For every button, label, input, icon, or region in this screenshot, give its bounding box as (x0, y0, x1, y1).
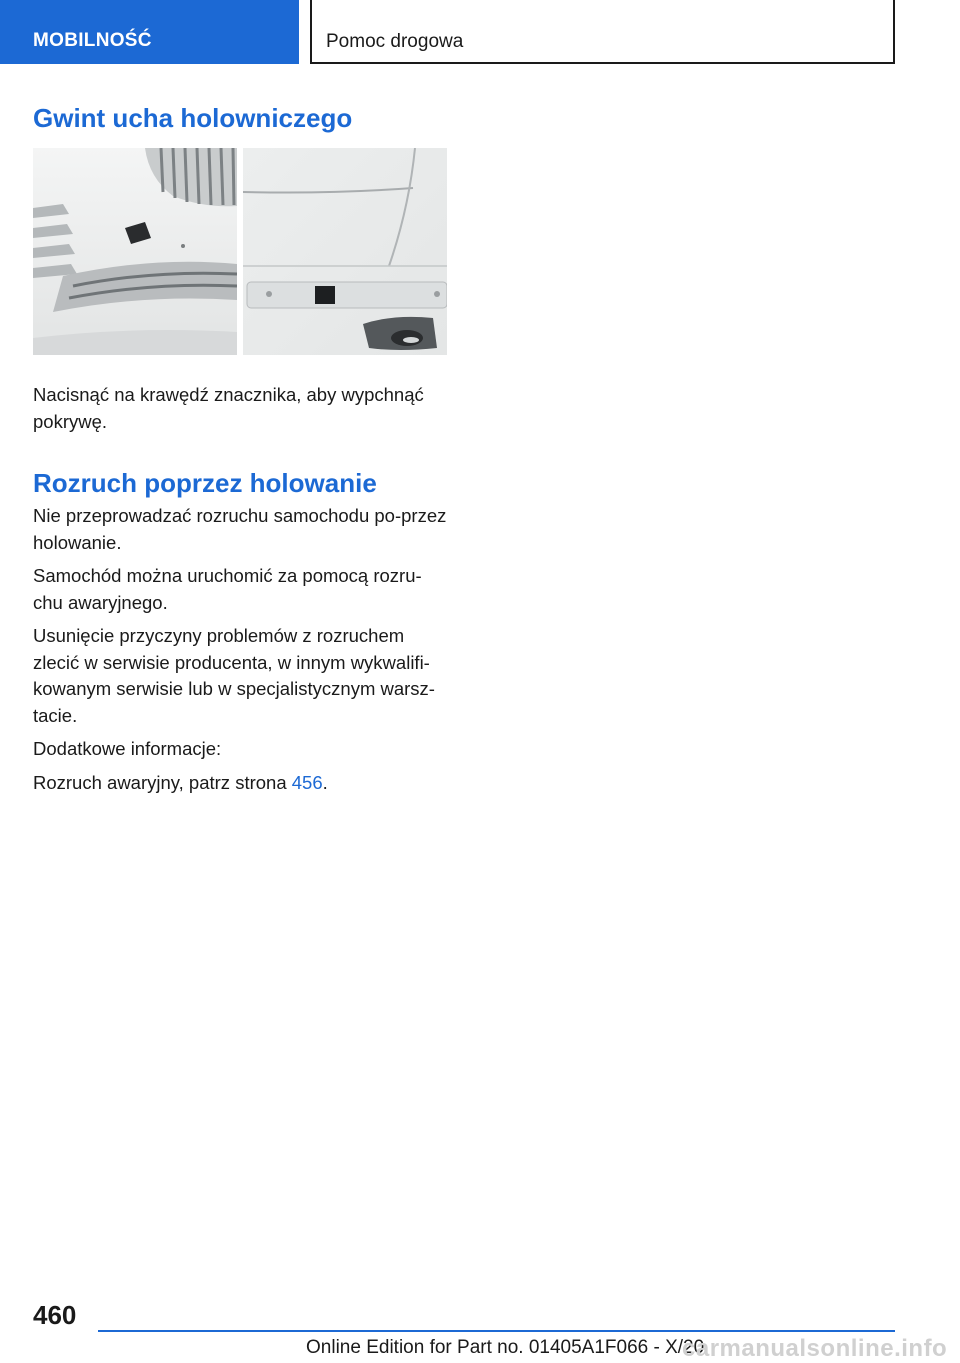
paragraph: Nie przeprowadzać rozruchu samochodu po-przez holowanie. (33, 505, 447, 553)
page-link[interactable]: 456 (291, 771, 323, 793)
paragraph: Dodatkowe informacje: (33, 738, 222, 759)
tow-eye-cover-image (33, 148, 447, 355)
section-tab (0, 0, 299, 64)
paragraph: Samochód można uruchomić za pomocą rozru-chu awaryjnego. (33, 565, 422, 613)
heading-tow-thread: Gwint ucha holowniczego (33, 103, 353, 133)
tow-thread-text (33, 382, 451, 442)
link-suffix: . (322, 771, 328, 793)
paragraph-with-link (33, 770, 451, 797)
front-bumper-photo (33, 148, 237, 355)
page-number: 460 (33, 1300, 77, 1330)
footer-divider (98, 1330, 895, 1332)
heading-tow-start: Rozruch poprzez holowanie (33, 468, 377, 498)
chapter-title: Pomoc drogowa (326, 31, 464, 52)
watermark: carmanualsonline.info (682, 1335, 948, 1362)
paragraph: Usunięcie przyczyny problemów z rozruchem zlecić w serwisie producenta, w innym wykwalifi-kowanym serwisie lub w specjalistycznym warsz-tacie. (33, 625, 435, 726)
chapter-tab (310, 0, 895, 64)
section-title: MOBILNOŚĆ (33, 30, 152, 51)
link-prefix: Rozruch awaryjny, patrz strona (33, 771, 292, 793)
paragraph: Nacisnąć na krawędź znacznika, aby wypchnąć pokrywę. (33, 384, 424, 432)
footer-edition: Online Edition for Part no. 01405A1F066 - X/20 (306, 1337, 705, 1358)
rear-bumper-photo (243, 148, 447, 355)
tow-start-text (33, 503, 451, 803)
